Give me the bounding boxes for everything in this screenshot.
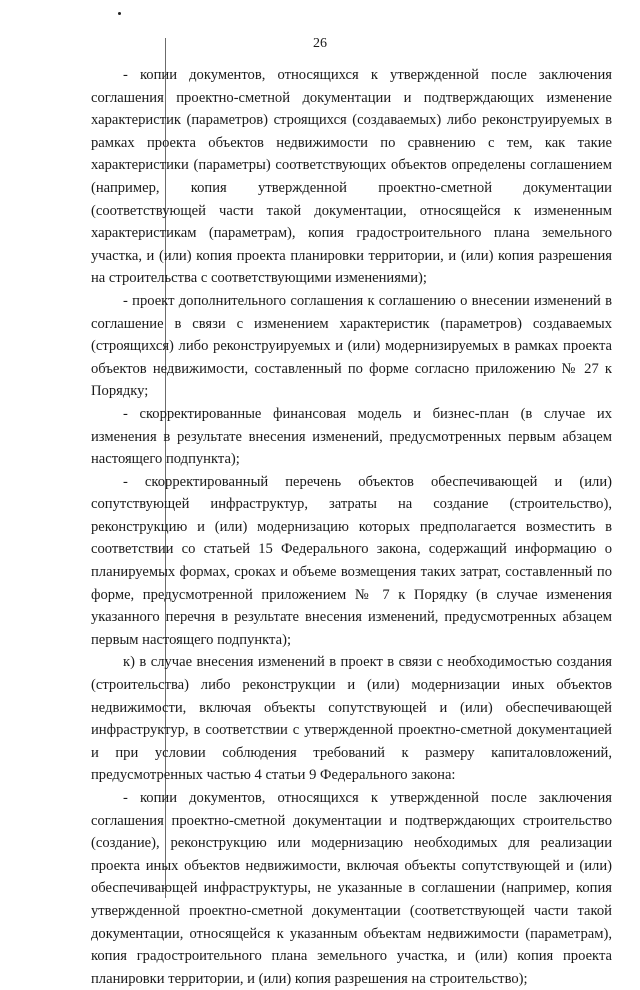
paragraph-draft-agreement: - проект дополнительного соглашения к соглашению о внесении изменений в соглашение в связи с изменением характеристик (параметров) создаваемых (строящихся) либо реконструируемых и (или) модернизируемых в рамках проекта объектов недвижимости, составленный по форме согласно приложению № 27 к Порядку; (91, 292, 612, 400)
paragraph-infrastructure-list: - скорректированный перечень объектов обеспечивающей и (или) сопутствующей инфраструктур, затраты на создание (строительство), реконструкцию и (или) модернизацию которых предполагается возместить в соответствии со статьей 15 Федерального закона, содержащий информацию о планируемых формах, сроках и объеме возмещения таких затрат, составленный по форме, предусмотренной приложением № 7 к Порядку (в случае изменения указанного перечня в результате внесения изменений, предусмотренных абзацем первым настоящего подпункта); (91, 473, 612, 648)
paragraph-copies-changes: - копии документов, относящихся к утвержденной после заключения соглашения проектно-сметной документации и подтверждающих изменение характеристик (параметров) строящихся (создаваемых) либо реконструируемых в рамках проекта объектов недвижимости по сравнению с тем, как такие характеристики (параметры) соответствующих объектов определены соглашением (например, копия утвержденной проектно-сметной документации (соответствующей части такой документации, относящейся к измененным характеристикам (параметрам), копия градостроительного плана земельного участка, и (или) копия проекта планировки территории, и (или) копия разрешения на строительства с соответствующими изменениями); (91, 67, 612, 287)
paragraph-financial-model: - скорректированные финансовая модель и бизнес-план (в случае их изменения в результате внесения изменений, предусмотренных первым абзацем настоящего подпункта); (91, 405, 612, 468)
paragraph-subitem-k: к) в случае внесения изменений в проект в связи с необходимостью создания (строительства) либо реконструкции и (или) модернизации иных объектов недвижимости, включая объекты сопутствующей и (или) обеспечивающей инфраструктур, в соответствии с утвержденной проектно-сметной документацией и при условии соблюдения требований к размеру капиталовложений, предусмотренных частью 4 статьи 9 Федерального закона: (91, 654, 612, 784)
document-body (91, 64, 612, 990)
paragraph-copies-construction: - копии документов, относящихся к утвержденной после заключения соглашения проектно-сметной документации и подтверждающих строительство (создание), реконструкцию или модернизацию необходимых для реализации проекта иных объектов недвижимости, включая объекты сопутствующей и (или) обеспечивающей инфраструктуры, не указанные в соглашении (например, копия утвержденной проектно-сметной документации (соответствующей части такой документации, относящейся к указанным объектам недвижимости (параметрам), копия градостроительного плана земельного участка, и (или) копия проекта планировки территории, и (или) копия разрешения на строительство); (91, 790, 612, 987)
scan-artifact-dot (118, 12, 121, 15)
page-number: 26 (313, 36, 327, 51)
